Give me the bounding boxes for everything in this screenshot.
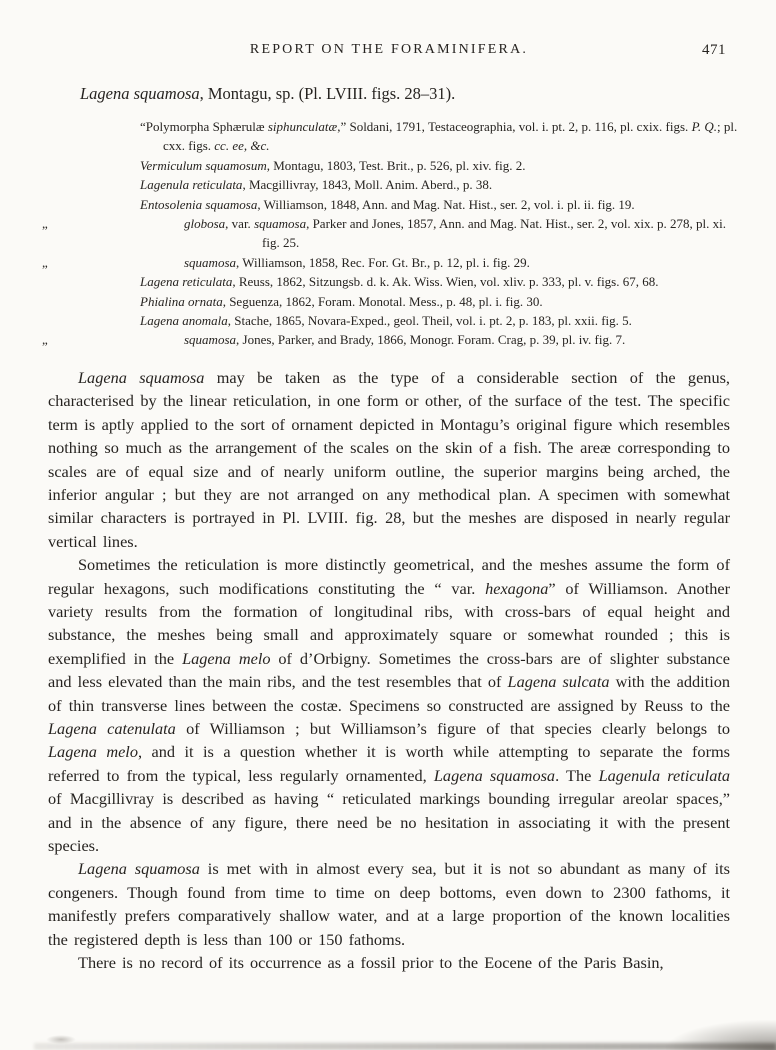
ditto-mark: „ — [42, 254, 48, 270]
text-segment: Lagenula reticulata — [598, 765, 730, 785]
text-segment: , Seguenza, 1862, Foram. Monotal. Mess., p. 48, pl. i. fig. 30. — [222, 293, 543, 309]
text-segment: , Reuss, 1862, Sitzungsb. d. k. Ak. Wiss. Wien, vol. xliv. p. 333, pl. v. figs. 67, 68. — [232, 274, 659, 290]
species-title — [80, 84, 730, 104]
text-segment: Lagena squamosa — [433, 765, 556, 785]
text-segment: may be taken as the type of a considerable section of the genus, characterised by the linear reticulation, in one form or other, of the surface of the test. The specific term is aptly applied to the sort of ornament depicted in Montagu’s original figure which resembles nothing so much as the arrangement of the scales on the skin of a fish. The areæ corresponding to scales are of equal size and of nearly uniform outline, the superior margins being arched, the inferior angular ; but they are not arranged on any methodical plan. A specimen with somewhat similar characters is portrayed in Pl. LVIII. fig. 28, but the meshes are disposed in nearly regular vertical lines. — [48, 367, 730, 551]
text-segment: siphunculatæ — [267, 119, 338, 134]
text-segment: , Macgillivray, 1843, Moll. Anim. Aberd., p. 38. — [242, 177, 493, 193]
text-segment: . The — [555, 765, 599, 785]
text-segment: Lagena melo — [48, 742, 138, 762]
text-segment: hexagona — [485, 578, 549, 598]
text-segment: Lagena sulcata — [507, 672, 610, 692]
text-segment: There is no record of its occurrence as a fossil prior to the Eocene of the Paris Basin, — [78, 953, 664, 973]
text-segment: ,” Soldani, 1791, Testaceographia, vol. i. pt. 2, p. 116, pl. cxix. figs. — [337, 119, 692, 134]
text-segment: Sometimes the reticulation is more distinctly geometrical, and the meshes assume the form of regular hexagons, such modifications constituting the “ var. — [48, 555, 730, 598]
synonymy-entry — [42, 330, 742, 349]
synonymy-entry — [140, 117, 742, 156]
synonymy-list — [42, 117, 742, 350]
text-segment: squamosa — [184, 254, 237, 270]
text-segment: ” of Williamson. Another variety results from the formation of longitudinal ribs, with cross-bars of equal height and substance, the meshes being small and approximately square or somewhat rounded ; this is exemplified in the — [48, 578, 731, 668]
text-segment: Lagena melo — [182, 648, 271, 668]
text-segment: Lagena squamosa — [78, 367, 205, 387]
text-segment: , Montagu, 1803, Test. Brit., p. 526, pl. xiv. fig. 2. — [266, 157, 526, 173]
paragraph — [48, 366, 730, 553]
synonymy-entry — [140, 272, 742, 291]
text-segment: P. Q. — [691, 119, 717, 134]
text-segment: ; pl. cxx. figs. — [163, 119, 738, 154]
page-header — [48, 42, 730, 58]
text-segment: , Williamson, 1848, Ann. and Mag. Nat. Hist., ser. 2, vol. i. pl. ii. fig. 19. — [257, 196, 635, 212]
text-segment: Lagena anomala — [140, 313, 228, 329]
text-segment: Lagena squamosa — [80, 84, 200, 103]
paragraph — [48, 857, 730, 951]
text-segment: , Jones, Parker, and Brady, 1866, Monogr. Foram. Crag, p. 39, pl. iv. fig. 7. — [236, 332, 626, 348]
synonymy-entry — [140, 195, 742, 214]
synonymy-entry — [140, 292, 742, 311]
text-segment: with the addition of thin transverse lines between the costæ. Specimens so constructed are assigned by Reuss to the — [48, 672, 730, 715]
text-segment: Vermiculum squamosum — [140, 157, 267, 173]
text-segment: squamosa — [254, 216, 307, 232]
paragraph — [48, 553, 730, 857]
paragraph — [48, 951, 730, 974]
text-segment: , var. — [225, 216, 255, 232]
text-segment: Lagena catenulata — [48, 718, 176, 738]
scan-corner-artifact — [666, 1020, 776, 1050]
text-segment: “Polymorpha Sphærulæ — [140, 119, 268, 134]
ditto-mark: „ — [42, 332, 48, 348]
text-segment: of d’Orbigny. Sometimes the cross-bars are of slighter substance and less elevated than the main ribs, and the test resembles that of — [48, 648, 730, 692]
scan-edge-artifact — [34, 1043, 776, 1050]
text-segment: , Montagu, sp. (Pl. LVIII. figs. 28–31). — [199, 84, 456, 103]
page-number: 471 — [702, 42, 726, 58]
text-segment: Entosolenia squamosa — [140, 196, 258, 212]
text-segment: , Williamson, 1858, Rec. For. Gt. Br., p. 12, pl. i. fig. 29. — [236, 254, 530, 270]
ditto-mark: „ — [42, 216, 48, 232]
text-segment: Lagena reticulata — [140, 274, 233, 290]
text-segment: of Williamson ; but Williamson’s figure of that species clearly belongs to — [175, 718, 731, 738]
text-segment: , and it is a question whether it is worth while attempting to separate the forms referred to from the typical, less regularly ornamented, — [48, 742, 730, 785]
text-segment: squamosa — [184, 332, 237, 348]
running-head: REPORT ON THE FORAMINIFERA. — [249, 42, 529, 57]
text-segment: Lagena squamosa — [78, 859, 200, 879]
text-segment: Phialina ornata — [140, 293, 223, 309]
scan-smudge-artifact — [46, 1035, 76, 1044]
text-segment: of Macgillivray is described as having “ reticulated markings bounding irregular areolar spaces,” and in the absence of any figure, there need be no hesitation in associating it with the present species. — [48, 789, 730, 855]
text-segment: , Stache, 1865, Novara-Exped., geol. Theil, vol. i. pt. 2, p. 183, pl. xxii. fig. 5. — [227, 313, 632, 329]
synonymy-entry — [42, 214, 742, 253]
text-segment: is met with in almost every sea, but it is not so abundant as many of its congeners. Though found from time to time on deep bottoms, even down to 2300 fathoms, it manifestly prefers comparatively shallow water, and at a large proportion of the known localities the registered depth is less than 100 or 150 fathoms. — [48, 859, 730, 949]
synonymy-entry — [140, 311, 742, 330]
text-segment: , Parker and Jones, 1857, Ann. and Mag. Nat. Hist., ser. 2, vol. xix. p. 278, pl. xi. fig. 25. — [262, 216, 727, 251]
text-segment: Lagenula reticulata — [140, 177, 243, 193]
synonymy-entry — [140, 156, 742, 175]
text-segment: cc. ee, &c. — [214, 138, 270, 154]
body-text — [48, 366, 730, 975]
synonymy-entry — [140, 175, 742, 194]
synonymy-entry — [42, 253, 742, 272]
text-segment: globosa — [184, 216, 226, 232]
